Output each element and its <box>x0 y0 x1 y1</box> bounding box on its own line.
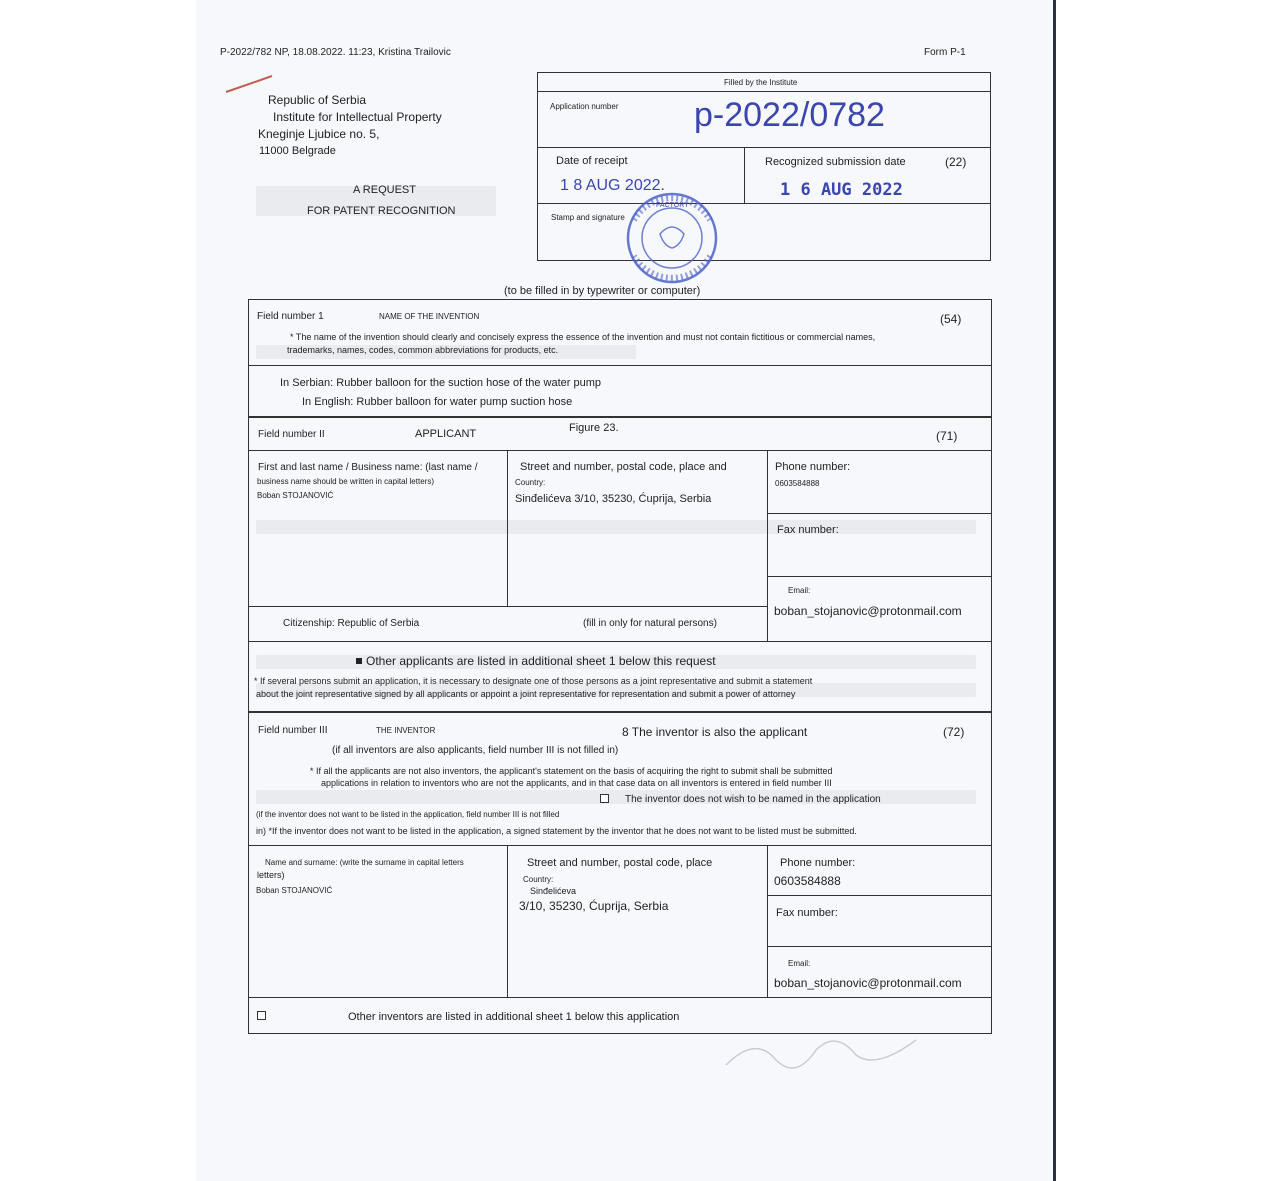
inventor-statement-note-1: * If all the applicants are not also inventors, the applicant's statement on the basis of acquiring the right to submit shall be submitted <box>310 766 833 776</box>
applicant-street-label: Street and number, postal code, place and <box>520 461 727 473</box>
inventor-street-label: Street and number, postal code, place <box>527 857 713 869</box>
other-inventors-checkbox[interactable] <box>257 1011 266 1020</box>
field-2-title: APPLICANT <box>415 428 477 440</box>
stamp-label: Stamp and signature <box>551 213 625 222</box>
other-applicants-note: Other applicants are listed in additional sheet 1 below this request <box>366 654 716 668</box>
applicant-citizenship: Citizenship: Republic of Serbia <box>283 618 420 629</box>
inventor-name-label-1: Name and surname: (write the surname in capital letters <box>265 858 464 867</box>
invention-name-serbian: In Serbian: Rubber balloon for the suction hose of the water pump <box>280 377 602 389</box>
applicant-email-label: Email: <box>788 586 811 595</box>
inventor-statement-note-2: applications in relation to inventors who are not the applicants, and in that case data on all inventors is entered in field number III <box>321 778 832 788</box>
divider <box>537 147 991 148</box>
inventor-street-2: 3/10, 35230, Ćuprija, Serbia <box>519 899 669 913</box>
invention-name-english: In English: Rubber balloon for water pump suction hose <box>302 396 573 408</box>
application-number: p-2022/0782 <box>694 96 885 134</box>
inventor-email-label: Email: <box>788 959 811 968</box>
inventor-is-applicant: 8 The inventor is also the applicant <box>622 725 808 739</box>
inventors-applicants-note: (if all inventors are also applicants, field number III is not filled in) <box>332 745 619 756</box>
divider <box>248 606 767 607</box>
field-3-label: Field number III <box>258 725 328 736</box>
recognized-submission-code: (22) <box>945 155 967 169</box>
address-line-2: Institute for Intellectual Property <box>273 110 442 124</box>
form-label: Form P-1 <box>924 47 966 58</box>
field-1-note-2: trademarks, names, codes, common abbreviations for products, etc. <box>287 345 559 355</box>
field-2-label: Field number II <box>258 429 325 440</box>
filled-checkbox-icon <box>356 658 362 664</box>
field-1-label: Field number 1 <box>257 311 324 322</box>
inventor-country-label: Country: <box>523 875 554 884</box>
typewriter-note: (to be filled in by typewriter or computer) <box>504 285 701 297</box>
request-title-2: FOR PATENT RECOGNITION <box>307 205 456 217</box>
field-2-code: (71) <box>936 429 958 443</box>
divider <box>744 147 745 203</box>
institute-box-title: Filled by the Institute <box>724 78 798 87</box>
applicant-country-label: Country: <box>515 478 546 487</box>
divider <box>537 91 991 92</box>
applicant-fax-label: Fax number: <box>777 524 839 536</box>
application-number-label: Application number <box>550 102 619 111</box>
divider <box>537 203 991 204</box>
divider <box>248 365 992 366</box>
divider <box>248 450 992 451</box>
recognized-submission-date-label: Recognized submission date <box>765 156 906 168</box>
inventor-name: Boban STOJANOVIĆ <box>256 886 333 895</box>
faint-signature <box>716 1030 936 1080</box>
figure-label: Figure 23. <box>569 422 619 434</box>
field-3-code: (72) <box>943 725 965 739</box>
joint-representative-note-2: about the joint representative signed by all applicants or appoint a joint representative for representation and submit a power of attorney <box>256 689 796 699</box>
divider <box>767 946 992 947</box>
divider <box>248 845 992 846</box>
divider <box>767 845 768 997</box>
stamp-text: FACTORY <box>656 202 689 209</box>
inventor-street-1: Sinđelićeva <box>530 886 577 896</box>
not-listed-note-2: in) *If the inventor does not want to be listed in the application, a signed statement by the inventor that he does not want to be listed must be submitted. <box>256 826 857 836</box>
applicant-email: boban_stojanovic@protonmail.com <box>774 604 962 618</box>
divider <box>248 641 992 642</box>
divider <box>507 845 508 997</box>
divider <box>767 450 768 641</box>
applicant-name-label-2: business name should be written in capital letters) <box>257 477 434 486</box>
field-1-code: (54) <box>940 312 962 326</box>
field-1-title: NAME OF THE INVENTION <box>379 312 480 321</box>
address-line-3: Kneginje Ljubice no. 5, <box>258 127 380 141</box>
natural-persons-note: (fill in only for natural persons) <box>583 618 717 629</box>
divider <box>767 576 992 577</box>
field-3-title: THE INVENTOR <box>376 726 436 735</box>
date-of-receipt: 1 8 AUG 2022. <box>560 177 665 194</box>
divider <box>767 895 992 896</box>
date-of-receipt-label: Date of receipt <box>556 155 628 167</box>
divider <box>507 450 508 606</box>
applicant-phone-label: Phone number: <box>775 461 851 473</box>
address-line-1: Republic of Serbia <box>268 93 367 107</box>
inventor-phone-label: Phone number: <box>780 857 856 869</box>
inventor-phone: 0603584888 <box>774 874 841 888</box>
field-1-note-1: * The name of the invention should clearly and concisely express the essence of the invention and must not contain fictitious or commercial names, <box>290 332 876 342</box>
request-title-1: A REQUEST <box>353 184 416 196</box>
applicant-name-label-1: First and last name / Business name: (last name / <box>258 462 478 473</box>
joint-representative-note-1: * If several persons submit an application, it is necessary to designate one of those persons as a joint representative and submit a statement <box>254 676 813 686</box>
applicant-phone: 0603584888 <box>775 479 820 488</box>
divider <box>767 513 992 514</box>
recognized-submission-date: 1 6 AUG 2022 <box>780 180 903 200</box>
inventor-name-label-2: letters) <box>257 870 285 880</box>
other-inventors-note: Other inventors are listed in additional sheet 1 below this application <box>348 1011 680 1023</box>
inventor-fax-label: Fax number: <box>776 907 838 919</box>
address-line-4: 11000 Belgrade <box>259 145 336 157</box>
document-reference: P-2022/782 NP, 18.08.2022. 11:23, Kristina Trailovic <box>220 47 451 58</box>
divider <box>248 997 992 998</box>
applicant-address: Sinđelićeva 3/10, 35230, Ćuprija, Serbia <box>515 493 712 505</box>
official-stamp <box>624 190 720 286</box>
not-named-label: The inventor does not wish to be named in the application <box>625 794 881 805</box>
inventor-email: boban_stojanovic@protonmail.com <box>774 976 962 990</box>
form-page <box>196 0 1056 1181</box>
applicant-name: Boban STOJANOVIĆ <box>257 491 334 500</box>
not-listed-note-1: (if the inventor does not want to be listed in the application, field number III is not filled <box>256 810 560 819</box>
not-named-checkbox[interactable] <box>600 794 609 803</box>
